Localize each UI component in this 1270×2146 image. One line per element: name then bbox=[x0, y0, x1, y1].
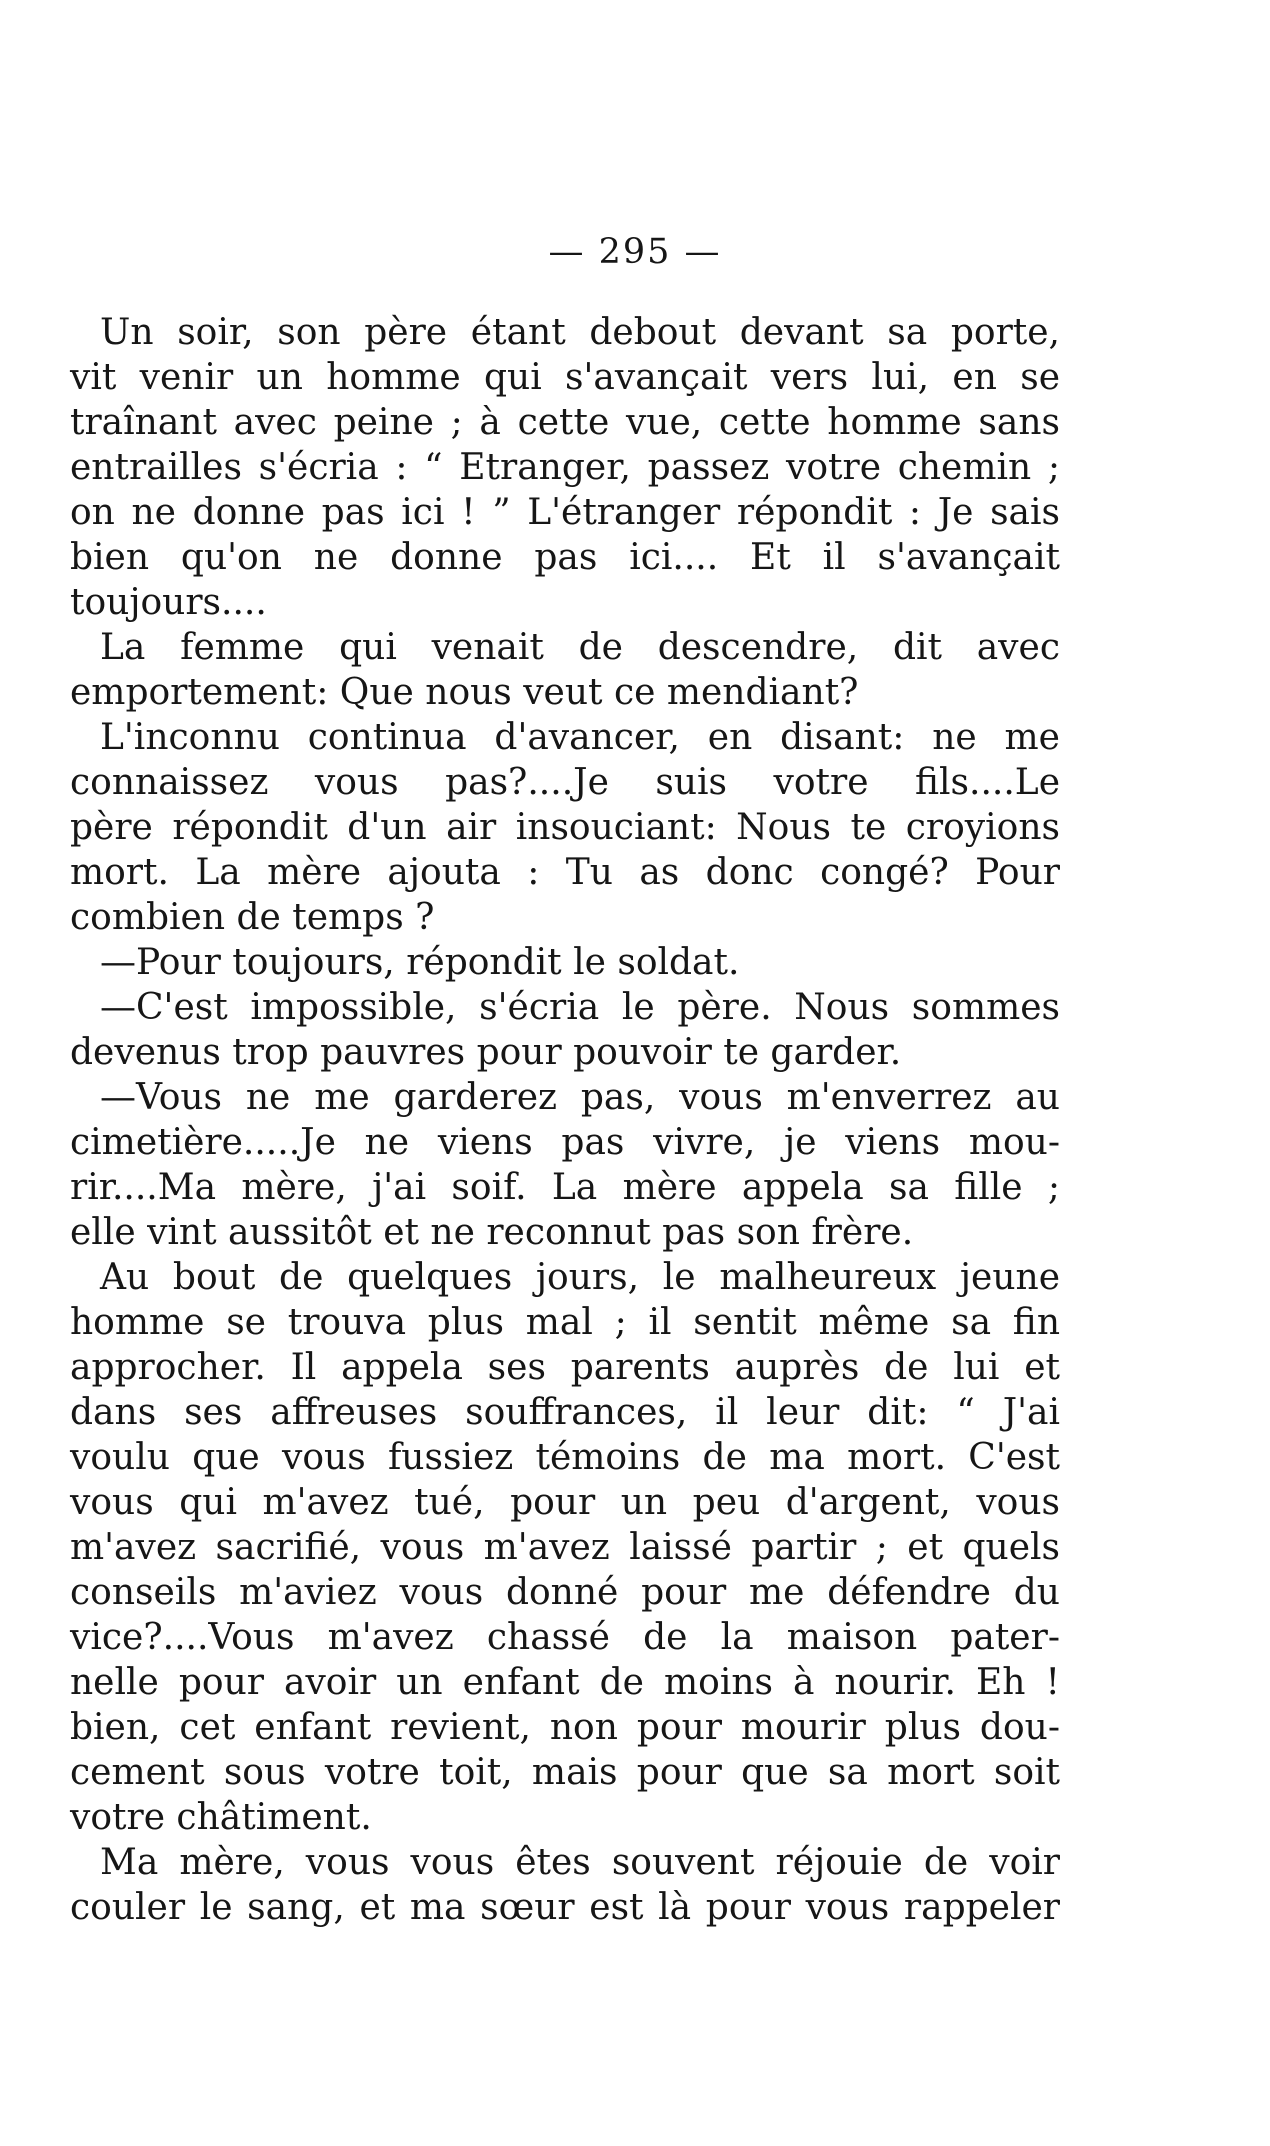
text-line: —C'est impossible, s'écria le père. Nous sommes bbox=[100, 987, 1060, 1028]
text-line: elle vint aussitôt et ne reconnut pas son frère. bbox=[70, 1212, 914, 1253]
text-line: Au bout de quelques jours, le malheureux jeune bbox=[100, 1257, 1060, 1298]
text-line: couler le sang, et ma sœur est là pour vous rappeler bbox=[70, 1887, 1060, 1928]
text-line: connaissez vous pas?....Je suis votre fils....Le bbox=[70, 762, 1060, 803]
text-line: L'inconnu continua d'avancer, en disant: ne me bbox=[100, 717, 1060, 758]
text-line: vous qui m'avez tué, pour un peu d'argent, vous bbox=[70, 1482, 1060, 1523]
body-text bbox=[70, 310, 1060, 1930]
text-line: homme se trouva plus mal ; il sentit même sa fin bbox=[70, 1302, 1060, 1343]
text-line: —Pour toujours, répondit le soldat. bbox=[100, 942, 740, 983]
text-line: voulu que vous fussiez témoins de ma mort. C'est bbox=[70, 1437, 1060, 1478]
text-line: rir....Ma mère, j'ai soif. La mère appela sa fille ; bbox=[70, 1167, 1060, 1208]
text-line: devenus trop pauvres pour pouvoir te garder. bbox=[70, 1032, 902, 1073]
text-line: cimetière.....Je ne viens pas vivre, je viens mou- bbox=[70, 1122, 1060, 1163]
page-number: — 295 — bbox=[548, 232, 722, 272]
text-line: mort. La mère ajouta : Tu as donc congé? Pour bbox=[70, 852, 1060, 893]
text-line: toujours.... bbox=[70, 582, 267, 623]
text-line: approcher. Il appela ses parents auprès de lui et bbox=[70, 1347, 1060, 1388]
text-line: cement sous votre toit, mais pour que sa mort soit bbox=[70, 1752, 1060, 1793]
text-line: traînant avec peine ; à cette vue, cette homme sans bbox=[70, 402, 1060, 443]
text-line: emportement: Que nous veut ce mendiant? bbox=[70, 672, 859, 713]
text-line: vice?....Vous m'avez chassé de la maison pater- bbox=[70, 1617, 1060, 1658]
text-line: Ma mère, vous vous êtes souvent réjouie de voir bbox=[100, 1842, 1060, 1883]
text-line: vit venir un homme qui s'avançait vers lui, en se bbox=[70, 357, 1060, 398]
text-line: dans ses affreuses souffrances, il leur dit: “ J'ai bbox=[70, 1392, 1060, 1433]
text-line: père répondit d'un air insouciant: Nous te croyions bbox=[70, 807, 1060, 848]
text-line: Un soir, son père étant debout devant sa porte, bbox=[100, 312, 1060, 353]
text-line: bien, cet enfant revient, non pour mourir plus dou- bbox=[70, 1707, 1060, 1748]
text-line: entrailles s'écria : “ Etranger, passez votre chemin ; bbox=[70, 447, 1060, 488]
text-line: bien qu'on ne donne pas ici.... Et il s'avançait bbox=[70, 537, 1060, 578]
text-line: combien de temps ? bbox=[70, 897, 435, 938]
text-line: —Vous ne me garderez pas, vous m'enverrez au bbox=[100, 1077, 1060, 1118]
text-line: m'avez sacrifié, vous m'avez laissé partir ; et quels bbox=[70, 1527, 1060, 1568]
text-line: nelle pour avoir un enfant de moins à nourir. Eh ! bbox=[70, 1662, 1060, 1703]
text-line: La femme qui venait de descendre, dit avec bbox=[100, 627, 1060, 668]
text-line: conseils m'aviez vous donné pour me défendre du bbox=[70, 1572, 1060, 1613]
text-line: votre châtiment. bbox=[70, 1797, 372, 1838]
text-line: on ne donne pas ici ! ” L'étranger répondit : Je sais bbox=[70, 492, 1060, 533]
